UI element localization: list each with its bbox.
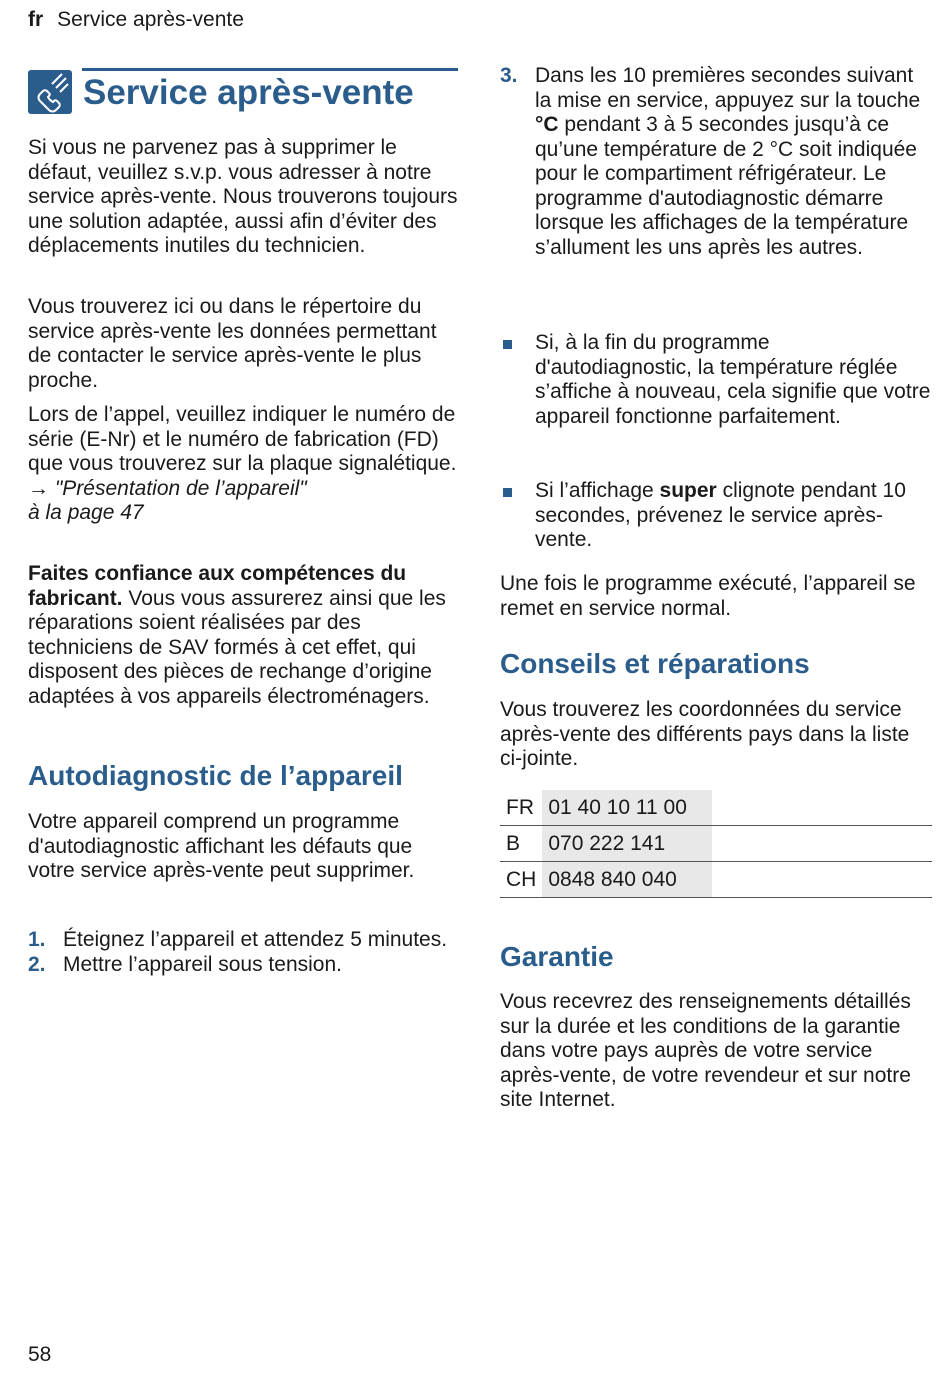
- step-number: 1.: [28, 928, 46, 951]
- celsius-key: °C: [535, 113, 559, 136]
- bullet-list-2: [500, 479, 932, 553]
- reference-arrow: →: [28, 476, 49, 500]
- country-cell: CH: [500, 862, 542, 898]
- serial-text: Lors de l’appel, veuillez indiquer le numéro de série (E-Nr) et le numéro de fabrication (FD) que vous trouverez sur la plaque signalétique.: [28, 403, 457, 475]
- bullet-square-icon: [503, 488, 512, 497]
- country-cell: B: [500, 826, 542, 862]
- reference-link[interactable]: "Présentation de l’appareil": [54, 476, 307, 500]
- heading-autodiagnostic: Autodiagnostic de l’appareil: [28, 760, 403, 791]
- manufacturer-paragraph: [28, 562, 458, 709]
- page-number: 58: [28, 1343, 52, 1366]
- manufacturer-bold: Faites confiance aux compétences du fabricant.: [28, 562, 407, 610]
- step-text: Mettre l’appareil sous tension.: [63, 952, 342, 976]
- table-row: [500, 790, 932, 826]
- reference-page[interactable]: à la page 47: [28, 501, 144, 524]
- bullet-square-icon: [503, 340, 512, 349]
- bullet-list: [500, 331, 932, 429]
- manufacturer-text: Vous vous assurerez ainsi que les réparations soient réalisées par des techniciens de SAV formés à cet effet, qui disposent des pièces de rechange d’origine adaptées à vos appareils électroménagers.: [28, 586, 446, 708]
- intro-paragraph: Si vous ne parvenez pas à supprimer le défaut, veuillez s.v.p. vous adresser à notre service après-vente. Nous trouverons toujours une solution adaptée, aussi afin d’éviter des déplacements inutiles du technicien.: [28, 136, 458, 257]
- empty-cell: [712, 790, 932, 826]
- step-number: 2.: [28, 952, 46, 976]
- language-code: fr: [28, 8, 44, 31]
- heading-conseils: Conseils et réparations: [500, 648, 810, 679]
- step3-rest: pendant 3 à 5 secondes jusqu’à ce qu’une température de 2 °C soit indiquée pour le compartiment réfrigérateur. Le programme d'autodiagnostic démarre lorsque les affichages de la température s’allument les uns après les autres.: [535, 113, 917, 259]
- after-paragraph: Une fois le programme exécuté, l’appareil se remet en service normal.: [500, 572, 916, 620]
- phone-table: [500, 790, 932, 898]
- phone-icon: [28, 70, 72, 114]
- conseils-paragraph: Vous trouverez les coordonnées du service après-vente des différents pays dans la liste ci-jointe.: [500, 698, 910, 770]
- table-row: [500, 862, 932, 898]
- step-text: Éteignez l’appareil et attendez 5 minutes.: [63, 928, 448, 951]
- number-cell: 070 222 141: [542, 826, 712, 862]
- number-cell: 01 40 10 11 00: [542, 790, 712, 826]
- list-item: [28, 928, 458, 953]
- step3-text: Dans les 10 premières secondes suivant la mise en service, appuyez sur la touche: [535, 64, 921, 112]
- contact-paragraph: Vous trouverez ici ou dans le répertoire du service après-vente les données permettant de contacter le service après-vente le plus proche.: [28, 295, 437, 392]
- list-item: [28, 953, 458, 978]
- serial-paragraph: [28, 403, 458, 526]
- country-cell: FR: [500, 790, 542, 826]
- garantie-paragraph: Vous recevrez des renseignements détaillés sur la durée et les conditions de la garantie dans votre pays auprès de votre service après-vente, de votre revendeur et sur notre site Internet.: [500, 990, 911, 1111]
- title-rule: [82, 68, 458, 71]
- running-header: [28, 8, 244, 32]
- list-item: [500, 64, 932, 260]
- table-row: [500, 826, 932, 862]
- steps-list: [28, 928, 458, 977]
- bullet2-post: clignote pendant 10 secondes, prévenez le service après-vente.: [535, 479, 906, 551]
- number-cell: 0848 840 040: [542, 862, 712, 898]
- heading-garantie: Garantie: [500, 941, 614, 972]
- step-number: 3.: [500, 64, 518, 87]
- bullet2-pre: Si l’affichage: [535, 479, 654, 502]
- step-3: [500, 64, 932, 260]
- super-label: super: [659, 479, 717, 502]
- autodiagnostic-paragraph: Votre appareil comprend un programme d'autodiagnostic affichant les défauts que votre service après-vente peut supprimer.: [28, 810, 415, 882]
- bullet-text: Si, à la fin du programme d'autodiagnostic, la température réglée s’affiche à nouveau, cela signifie que votre appareil fonctionne parfaitement.: [535, 331, 931, 428]
- empty-cell: [712, 826, 932, 862]
- list-item: [500, 479, 932, 553]
- header-section-title: Service après-vente: [57, 8, 244, 31]
- list-item: [500, 331, 932, 429]
- page-title: Service après-vente: [83, 73, 414, 112]
- empty-cell: [712, 862, 932, 898]
